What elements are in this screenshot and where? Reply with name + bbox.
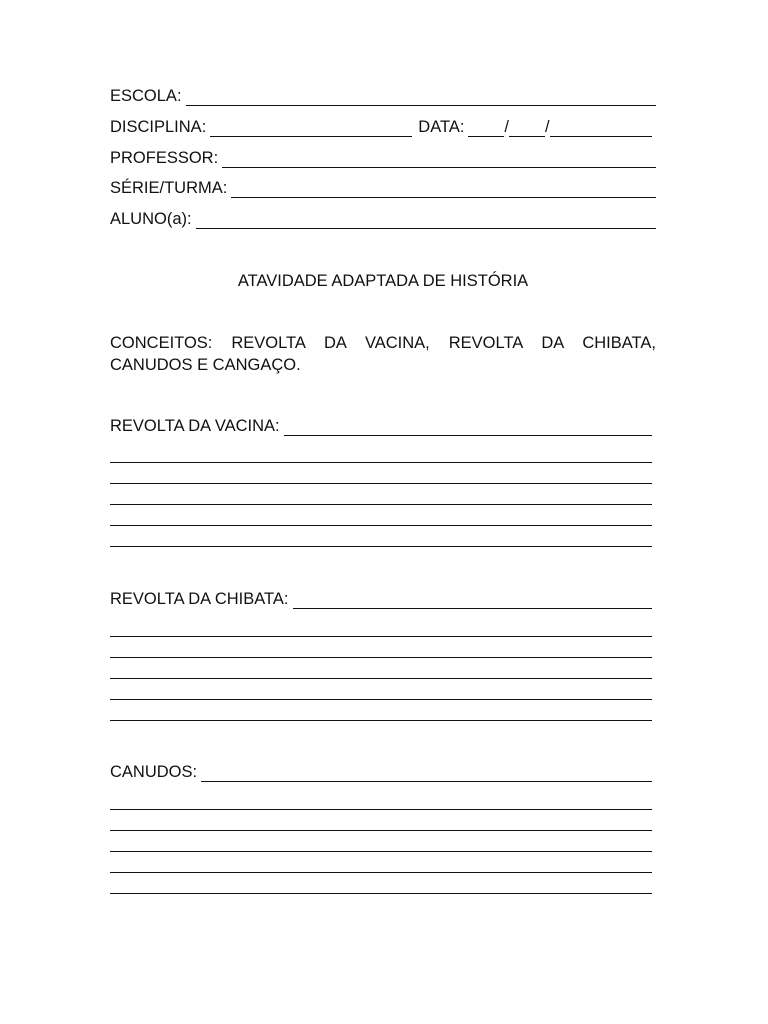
answer-line[interactable] bbox=[110, 483, 652, 484]
section-vacina-row bbox=[110, 414, 652, 436]
section-canudos-row bbox=[110, 760, 652, 782]
answer-line[interactable] bbox=[110, 504, 652, 505]
concepts-line-2: CANUDOS E CANGAÇO. bbox=[110, 356, 301, 374]
answer-line[interactable] bbox=[110, 851, 652, 852]
escola-row bbox=[110, 84, 656, 106]
disciplina-row bbox=[110, 115, 652, 137]
escola-label: ESCOLA: bbox=[110, 87, 182, 105]
answer-line[interactable] bbox=[110, 809, 652, 810]
answer-line[interactable] bbox=[110, 699, 652, 700]
answer-line[interactable] bbox=[110, 830, 652, 831]
aluno-label: ALUNO(a): bbox=[110, 210, 192, 228]
answer-line[interactable] bbox=[110, 893, 652, 894]
date-separator-1: / bbox=[504, 118, 510, 136]
answer-line[interactable] bbox=[110, 678, 652, 679]
answer-line[interactable] bbox=[110, 546, 652, 547]
answer-line[interactable] bbox=[110, 462, 652, 463]
section-chibata-label: REVOLTA DA CHIBATA: bbox=[110, 590, 289, 608]
section-canudos-label: CANUDOS: bbox=[110, 763, 198, 781]
answer-line[interactable] bbox=[110, 525, 652, 526]
aluno-field[interactable] bbox=[196, 210, 656, 229]
answer-line[interactable] bbox=[110, 872, 652, 873]
date-year-field[interactable] bbox=[550, 118, 652, 137]
aluno-row bbox=[110, 207, 656, 229]
worksheet-page bbox=[110, 0, 656, 1024]
disciplina-label: DISCIPLINA: bbox=[110, 118, 207, 136]
section-chibata-field[interactable] bbox=[293, 590, 653, 609]
concepts-paragraph bbox=[110, 332, 656, 376]
disciplina-field[interactable] bbox=[210, 118, 412, 137]
escola-field[interactable] bbox=[186, 87, 656, 106]
date-separator-2: / bbox=[545, 118, 550, 136]
data-label: DATA: bbox=[418, 118, 465, 136]
answer-line[interactable] bbox=[110, 657, 652, 658]
section-vacina-label: REVOLTA DA VACINA: bbox=[110, 417, 280, 435]
date-day-field[interactable] bbox=[468, 118, 504, 137]
professor-label: PROFESSOR: bbox=[110, 149, 219, 167]
professor-row bbox=[110, 146, 656, 168]
serie-field[interactable] bbox=[231, 179, 656, 198]
section-vacina-field[interactable] bbox=[284, 417, 652, 436]
answer-line[interactable] bbox=[110, 720, 652, 721]
professor-field[interactable] bbox=[222, 149, 656, 168]
serie-row bbox=[110, 176, 656, 198]
section-canudos-field[interactable] bbox=[201, 763, 652, 782]
date-month-field[interactable] bbox=[509, 118, 545, 137]
serie-label: SÉRIE/TURMA: bbox=[110, 179, 228, 197]
answer-line[interactable] bbox=[110, 636, 652, 637]
section-chibata-row bbox=[110, 587, 652, 609]
concepts-line-1: CONCEITOS: REVOLTA DA VACINA, REVOLTA DA CHIBATA, bbox=[110, 334, 656, 352]
page-title: ATAVIDADE ADAPTADA DE HISTÓRIA bbox=[237, 272, 529, 290]
